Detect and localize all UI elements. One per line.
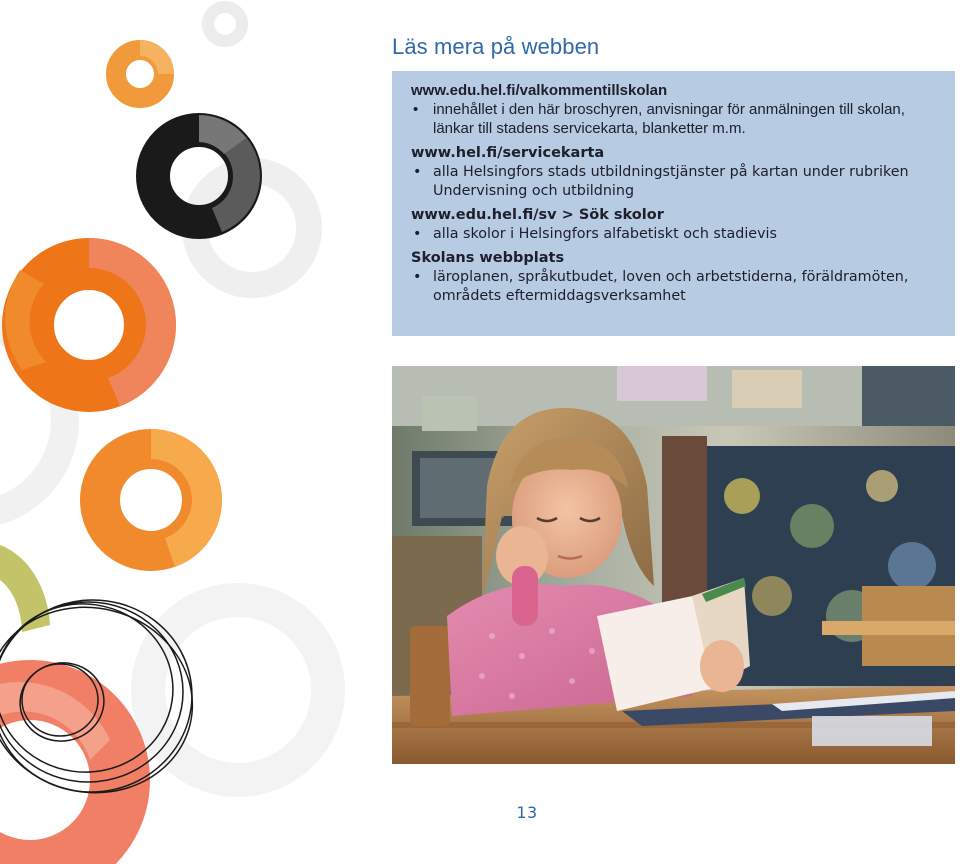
bullet-text: innehållet i den här broschyren, anvisningar för anmälningen till skolan, länkar till stadens servicekarta, blanketter m.m. xyxy=(433,101,905,137)
bullet-text: alla Helsingfors stads utbildningstjänster på kartan under rubriken Undervisning och utbildning xyxy=(433,164,909,199)
link-heading[interactable]: www.edu.hel.fi/sv > Sök skolor xyxy=(411,207,664,223)
medium-orange-ring xyxy=(100,429,222,567)
scribble-circles xyxy=(0,586,212,814)
link-heading[interactable]: www.edu.hel.fi/valkommentillskolan xyxy=(411,82,668,99)
bullet-text: läroplanen, språkutbudet, loven och arbetstiderna, föräldramöten, områdets eftermiddagsverksamhet xyxy=(433,269,909,304)
link-entry-valkommentillskolan xyxy=(411,81,941,138)
bullet-icon: • xyxy=(413,164,422,180)
page-number: 13 xyxy=(516,803,538,822)
large-orange-ring xyxy=(5,238,176,406)
faint-ring-middle xyxy=(195,171,309,285)
link-entry-skolans-webbplats xyxy=(411,249,941,306)
link-description xyxy=(411,163,941,201)
faint-ring-bottom xyxy=(148,600,328,780)
bottom-orange-ring xyxy=(0,682,120,864)
link-description xyxy=(411,268,941,306)
link-heading: Skolans webbplats xyxy=(411,250,565,266)
bullet-icon: • xyxy=(413,269,422,285)
photo-girl-reading xyxy=(392,366,955,764)
bullet-icon: • xyxy=(413,226,422,242)
link-heading[interactable]: www.hel.fi/servicekarta xyxy=(411,145,605,161)
link-description xyxy=(411,225,941,244)
faint-ring-top xyxy=(208,7,242,41)
bullet-icon: • xyxy=(413,101,419,118)
page-title: Läs mera på webben xyxy=(392,34,600,59)
faint-ring-left xyxy=(0,325,65,515)
web-links-box xyxy=(392,71,955,336)
dark-ring xyxy=(153,115,260,232)
small-orange-ring xyxy=(116,40,174,98)
link-description xyxy=(411,100,941,138)
photo-illustration xyxy=(392,366,955,764)
bullet-text: alla skolor i Helsingfors alfabetiskt och stadievis xyxy=(433,226,777,242)
link-entry-servicekarta xyxy=(411,144,941,201)
olive-ring xyxy=(0,545,50,632)
link-entry-sok-skolor xyxy=(411,206,941,244)
